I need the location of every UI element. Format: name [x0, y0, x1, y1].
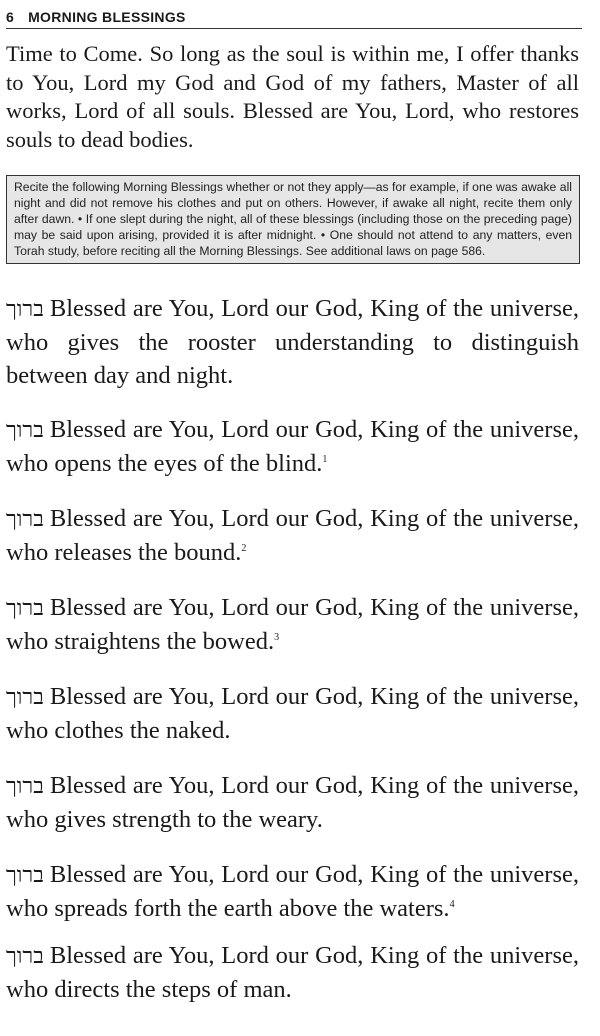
section-title: MORNING BLESSINGS	[28, 9, 186, 25]
hebrew-word: ברוך	[6, 596, 44, 621]
blessing-item	[6, 413, 579, 480]
blessing-text: Blessed are You, Lord our God, King of the universe, who releases the bound.	[6, 505, 579, 566]
blessing-item	[6, 769, 579, 836]
blessing-item	[6, 680, 579, 747]
running-header	[6, 6, 582, 29]
footnote-marker: 4	[449, 898, 455, 910]
instruction-box: Recite the following Morning Blessings whether or not they apply—as for example, if one was awake all night and did not remove his clothes and put on others. However, if awake all night, recite them only after dawn. • If one slept during the night, all of these blessings (including those on the preceding page) may be said upon arising, provided it is after midnight. • One should not attend to any matters, even Torah study, before reciting all the Morning Blessings. See additional laws on page 586.	[6, 175, 580, 264]
hebrew-word: ברוך	[6, 418, 44, 443]
footnote-marker: 2	[241, 542, 247, 554]
blessing-item	[6, 939, 579, 1006]
blessing-item	[6, 858, 579, 925]
hebrew-word: ברוך	[6, 774, 44, 799]
blessing-text: Blessed are You, Lord our God, King of the universe, who gives strength to the weary.	[6, 772, 579, 833]
blessing-text: Blessed are You, Lord our God, King of the universe, who straightens the bowed.	[6, 594, 579, 655]
hebrew-word: ברוך	[6, 507, 44, 532]
blessing-text: Blessed are You, Lord our God, King of the universe, who directs the steps of man.	[6, 942, 579, 1003]
blessing-text: Blessed are You, Lord our God, King of the universe, who spreads forth the earth above the waters.	[6, 861, 579, 922]
blessing-text: Blessed are You, Lord our God, King of the universe, who clothes the naked.	[6, 683, 579, 744]
footnote-marker: 1	[322, 453, 328, 465]
blessings-list	[6, 292, 579, 1006]
blessing-text: Blessed are You, Lord our God, King of the universe, who gives the rooster understanding to distinguish between day and night.	[6, 295, 579, 389]
hebrew-word: ברוך	[6, 297, 44, 322]
intro-paragraph: Time to Come. So long as the soul is within me, I offer thanks to You, Lord my God and God of my fathers, Master of all works, Lord of all souls. Blessed are You, Lord, who restores souls to dead bodies.	[6, 41, 579, 152]
blessing-text: Blessed are You, Lord our God, King of the universe, who opens the eyes of the blind.	[6, 416, 579, 477]
page-number: 6	[6, 9, 15, 25]
blessing-item	[6, 292, 579, 392]
hebrew-word: ברוך	[6, 863, 44, 888]
hebrew-word: ברוך	[6, 944, 44, 969]
hebrew-word: ברוך	[6, 685, 44, 710]
blessing-item	[6, 502, 579, 569]
footnote-marker: 3	[274, 631, 280, 643]
blessing-item	[6, 591, 579, 658]
